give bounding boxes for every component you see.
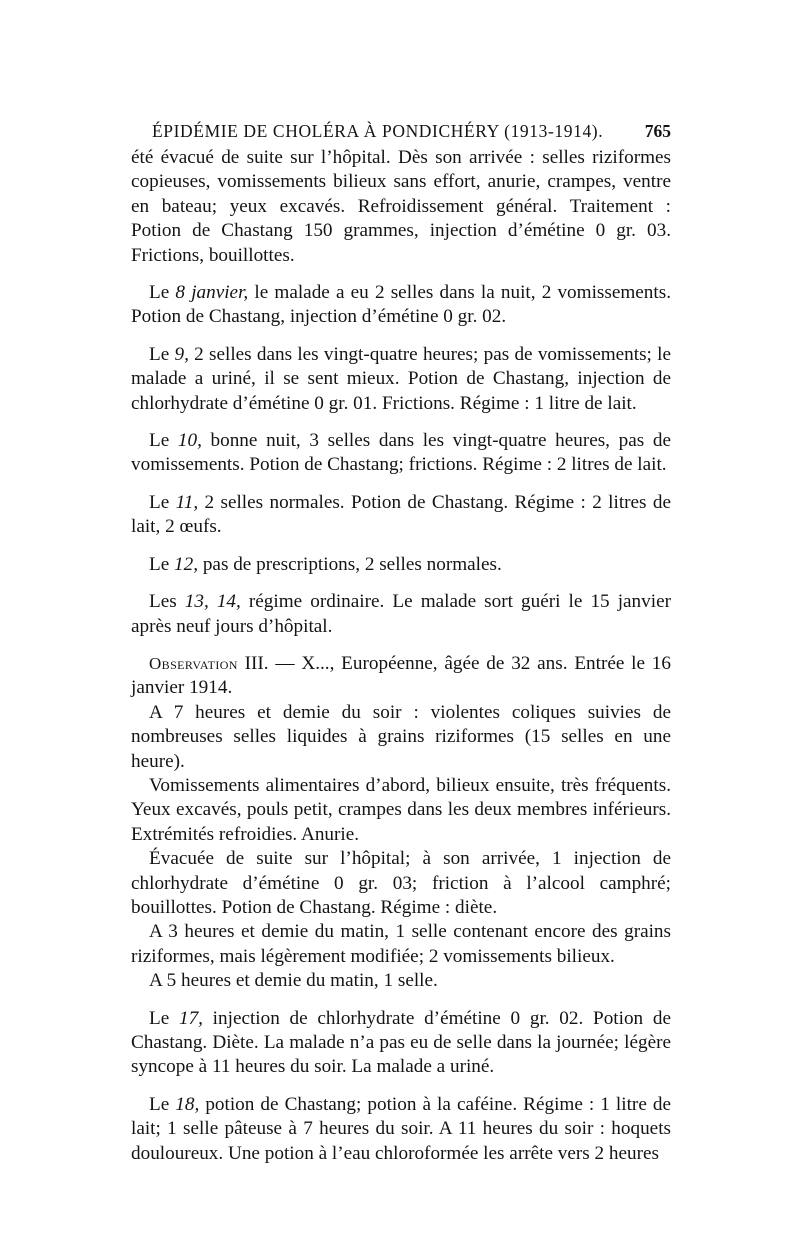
- observation-line: Vomissements alimentaires d’abord, bilieux ensuite, très fréquents. Yeux excavés, pouls petit, crampes dans les deux membres inférieurs. Extrémités refroidies. Anurie.: [131, 774, 671, 845]
- paragraph-day-9: Le 9, 2 selles dans les vingt-quatre heures; pas de vomissements; le malade a uriné, il se sent mieux. Potion de Chastang, injection de chlorhydrate d’émétine 0 gr. 01. Frictions. Régime : 1 litre de lait.: [131, 343, 671, 414]
- page-number: 765: [644, 121, 671, 141]
- observation-line: A 5 heures et demie du matin, 1 selle.: [149, 970, 438, 992]
- paragraph-day-18: Le 18, potion de Chastang; potion à la caféine. Régime : 1 litre de lait; 1 selle pâteuse à 7 heures du soir. A 11 heures du soir : hoquets douloureux. Une potion à l’eau chloroformée les arrête vers 2 heures: [131, 1093, 671, 1164]
- book-page: [131, 116, 671, 1166]
- day-label: 11,: [175, 491, 199, 513]
- observation-line: Évacuée de suite sur l’hôpital; à son arrivée, 1 injection de chlorhydrate d’émétine 0 gr. 03; friction à l’alcool camphré; bouillottes. Potion de Chastang. Régime : diète.: [131, 848, 671, 918]
- observation-line: A 3 heures et demie du matin, 1 selle contenant encore des grains riziformes, mais légèrement modifiée; 2 vomissements bilieux.: [131, 921, 671, 967]
- paragraph-day-11: Le 11, 2 selles normales. Potion de Chastang. Régime : 2 litres de lait, 2 œufs.: [131, 491, 671, 538]
- day-label: 9,: [174, 343, 189, 365]
- running-head: [152, 116, 671, 146]
- running-title: ÉPIDÉMIE DE CHOLÉRA À PONDICHÉRY (1913-1914).: [152, 121, 604, 141]
- day-label: 13, 14,: [184, 591, 241, 613]
- day-label: 17,: [178, 1007, 203, 1029]
- observation-line: A 7 heures et demie du soir : violentes coliques suivies de nombreuses selles liquides à grains riziformes (15 selles en une heure).: [131, 701, 671, 772]
- paragraph-day-10: Le 10, bonne nuit, 3 selles dans les vingt-quatre heures, pas de vomissements. Potion de Chastang; frictions. Régime : 2 litres de lait.: [131, 430, 671, 476]
- day-label: 18,: [175, 1093, 200, 1115]
- day-label: 12,: [174, 553, 199, 575]
- observation-heading: Observation III. — X..., Européenne, âgée de 32 ans. Entrée le 16 janvier 1914.: [131, 652, 671, 699]
- paragraph-8-janvier: Le 8 janvier, le malade a eu 2 selles dans la nuit, 2 vomissements. Potion de Chastang, injection d’émétine 0 gr. 02.: [131, 282, 671, 328]
- paragraph-day-13-14: Les 13, 14, régime ordinaire. Le malade sort guéri le 15 janvier après neuf jours d’hôpital.: [131, 591, 671, 637]
- paragraph-day-17: Le 17, injection de chlorhydrate d’émétine 0 gr. 02. Potion de Chastang. Diète. La malade n’a pas eu de selle dans la journée; légère syncope à 11 heures du soir. La malade a uriné.: [131, 1007, 671, 1078]
- paragraph-day-12: Le 12, pas de prescriptions, 2 selles normales.: [149, 553, 502, 575]
- observation-label: Observation: [149, 653, 238, 673]
- day-label: 10,: [177, 430, 202, 452]
- day-label: 8 janvier,: [175, 282, 249, 304]
- body-text: [131, 146, 671, 1166]
- paragraph-continuation: été évacué de suite sur l’hôpital. Dès son arrivée : selles riziformes copieuses, vomissements bilieux sans effort, anurie, crampes, ventre en bateau; yeux excavés. Refroidissement général. Traitement : Potion de Chastang 150 grammes, injection d’émétine 0 gr. 03. Frictions, bouillottes.: [131, 147, 671, 266]
